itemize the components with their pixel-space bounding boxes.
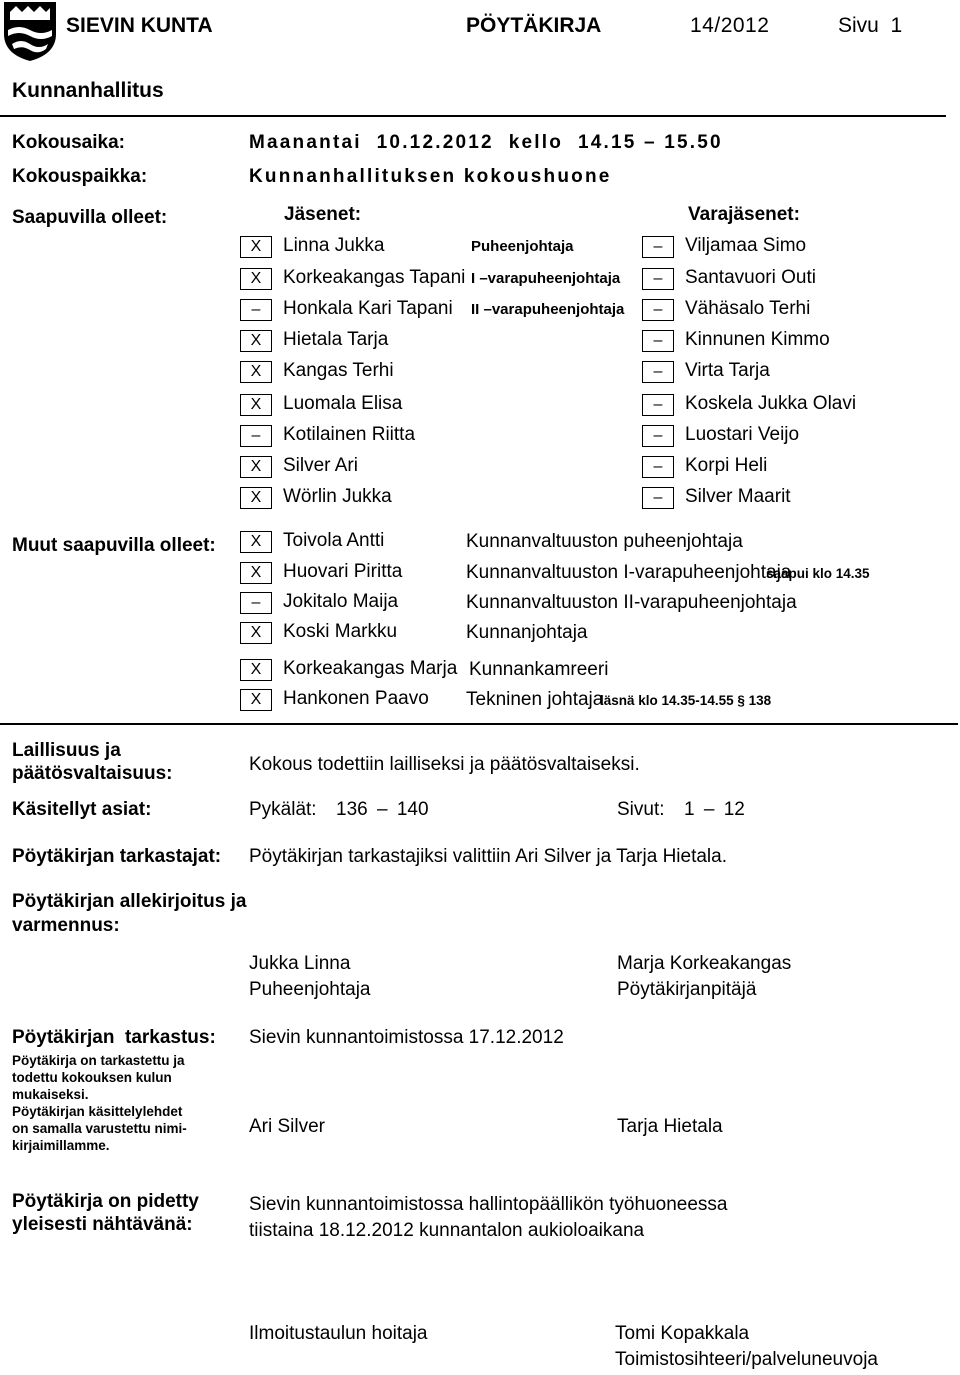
members-header: Jäsenet: [284,204,362,225]
secretary-title: Pöytäkirjanpitäjä [617,979,757,1000]
other-role: Kunnanjohtaja [466,622,588,643]
inspection-note-line: Pöytäkirjan käsittelylehdet [12,1104,183,1119]
items-label: Käsitellyt asiat: [12,799,152,820]
other-name: Koski Markku [283,621,398,642]
inspector-left-name: Ari Silver [249,1116,326,1137]
page-number: Sivu 1 [838,14,903,37]
noticeboard-keeper-title: Ilmoitustaulun hoitaja [249,1323,428,1344]
sections-label: Pykälät: [249,799,317,820]
chair-name: Jukka Linna [249,953,351,974]
municipality-name: SIEVIN KUNTA [66,14,213,37]
deputy-name: Koskela Jukka Olavi [685,393,857,414]
member-name: Wörlin Jukka [283,486,392,507]
attendance-checkbox: X [240,659,272,681]
meeting-place-value: Kunnanhallituksen kokoushuone [249,166,612,187]
document-number: 14/2012 [690,14,770,37]
attendance-divider [0,723,958,725]
attendance-checkbox: X [240,330,272,352]
attendance-checkbox: X [240,562,272,584]
attendance-checkbox: – [240,425,272,447]
deputy-name: Santavuori Outi [685,267,816,288]
member-name: Linna Jukka [283,235,385,256]
deputy-name: Luostari Veijo [685,424,800,445]
other-name: Korkeakangas Marja [283,658,458,679]
attendance-checkbox: X [240,487,272,509]
pages-value: 1 – 12 [684,799,745,820]
document-type: PÖYTÄKIRJA [466,14,602,37]
inspection-note-line: mukaiseksi. [12,1087,89,1102]
member-name: Honkala Kari Tapani [283,298,453,319]
attendance-checkbox: – [642,394,674,416]
legality-label-1: Laillisuus ja [12,740,121,761]
member-role: Puheenjohtaja [471,238,574,255]
attendance-checkbox: X [240,268,272,290]
attendance-checkbox: X [240,394,272,416]
attendance-checkbox: X [240,689,272,711]
inspection-note-line: kirjaimillamme. [12,1138,110,1153]
attendance-checkbox: – [240,299,272,321]
public-text-1: Sievin kunnantoimistossa hallintopäällikön työhuoneessa [249,1194,728,1215]
inspection-note [12,1052,187,1154]
attendance-checkbox: X [240,456,272,478]
deputy-name: Viljamaa Simo [685,235,807,256]
member-role: I –varapuheenjohtaja [471,270,621,287]
public-text-2: tiistaina 18.12.2012 kunnantalon aukioloaikana [249,1220,645,1241]
inspection-note-line: Pöytäkirja on tarkastettu ja [12,1053,185,1068]
clerk-name: Tomi Kopakkala [615,1323,750,1344]
deputies-header: Varajäsenet: [688,204,800,225]
attendance-checkbox: – [642,456,674,478]
secretary-name: Marja Korkeakangas [617,953,792,974]
chair-title: Puheenjohtaja [249,979,371,1000]
attendance-checkbox: X [240,361,272,383]
inspection-place-date: Sievin kunnantoimistossa 17.12.2012 [249,1027,564,1048]
coat-of-arms-icon [2,0,58,62]
attendance-checkbox: – [642,236,674,258]
deputy-name: Vähäsalo Terhi [685,298,811,319]
present-label: Saapuvilla olleet: [12,207,168,228]
other-role: Kunnanvaltuuston puheenjohtaja [466,531,743,552]
member-role: II –varapuheenjohtaja [471,301,625,318]
other-role: Tekninen johtaja [466,689,604,710]
inspectors-label: Pöytäkirjan tarkastajat: [12,846,222,867]
member-name: Korkeakangas Tapani [283,267,466,288]
member-name: Kangas Terhi [283,360,394,381]
header-divider [0,115,946,117]
member-name: Kotilainen Riitta [283,424,416,445]
pages-label: Sivut: [617,799,665,820]
other-note: läsnä klo 14.35-14.55 § 138 [600,693,772,708]
member-name: Silver Ari [283,455,358,476]
attendance-checkbox: X [240,622,272,644]
meeting-time-label: Kokousaika: [12,132,125,153]
other-role: Kunnankamreeri [469,659,609,680]
inspection-label: Pöytäkirjan tarkastus: [12,1027,216,1048]
attendance-checkbox: – [240,592,272,614]
inspection-note-line: on samalla varustettu nimi- [12,1121,187,1136]
others-label: Muut saapuvilla olleet: [12,535,216,556]
deputy-name: Virta Tarja [685,360,770,381]
attendance-checkbox: – [642,268,674,290]
sections-value: 136 – 140 [336,799,429,820]
meeting-time-value: Maanantai 10.12.2012 kello 14.15 – 15.50 [249,132,723,153]
attendance-checkbox: – [642,330,674,352]
inspector-right-name: Tarja Hietala [617,1116,723,1137]
deputy-name: Korpi Heli [685,455,768,476]
deputy-name: Kinnunen Kimmo [685,329,830,350]
attendance-checkbox: – [642,361,674,383]
attendance-checkbox: X [240,531,272,553]
inspection-note-line: todettu kokouksen kulun [12,1070,172,1085]
public-label-1: Pöytäkirja on pidetty [12,1191,199,1212]
legality-text: Kokous todettiin lailliseksi ja päätösvaltaiseksi. [249,754,640,775]
other-name: Huovari Piritta [283,561,403,582]
inspectors-text: Pöytäkirjan tarkastajiksi valittiin Ari Silver ja Tarja Hietala. [249,846,727,867]
other-name: Toivola Antti [283,530,385,551]
legality-label-2: päätösvaltaisuus: [12,763,173,784]
member-name: Hietala Tarja [283,329,389,350]
other-role: Kunnanvaltuuston II-varapuheenjohtaja [466,592,797,613]
clerk-title: Toimistosihteeri/palveluneuvoja [615,1349,878,1370]
public-label-2: yleisesti nähtävänä: [12,1214,193,1235]
member-name: Luomala Elisa [283,393,403,414]
meeting-place-label: Kokouspaikka: [12,166,148,187]
attendance-checkbox: X [240,236,272,258]
other-role: Kunnanvaltuuston I-varapuheenjohtaja [466,562,792,583]
signatures-label-1: Pöytäkirjan allekirjoitus ja [12,891,247,912]
other-name: Jokitalo Maija [283,591,399,612]
attendance-checkbox: – [642,299,674,321]
body-name: Kunnanhallitus [12,79,164,102]
other-name: Hankonen Paavo [283,688,429,709]
signatures-label-2: varmennus: [12,915,120,936]
other-note: saapui klo 14.35 [766,566,870,581]
deputy-name: Silver Maarit [685,486,791,507]
attendance-checkbox: – [642,487,674,509]
attendance-checkbox: – [642,425,674,447]
